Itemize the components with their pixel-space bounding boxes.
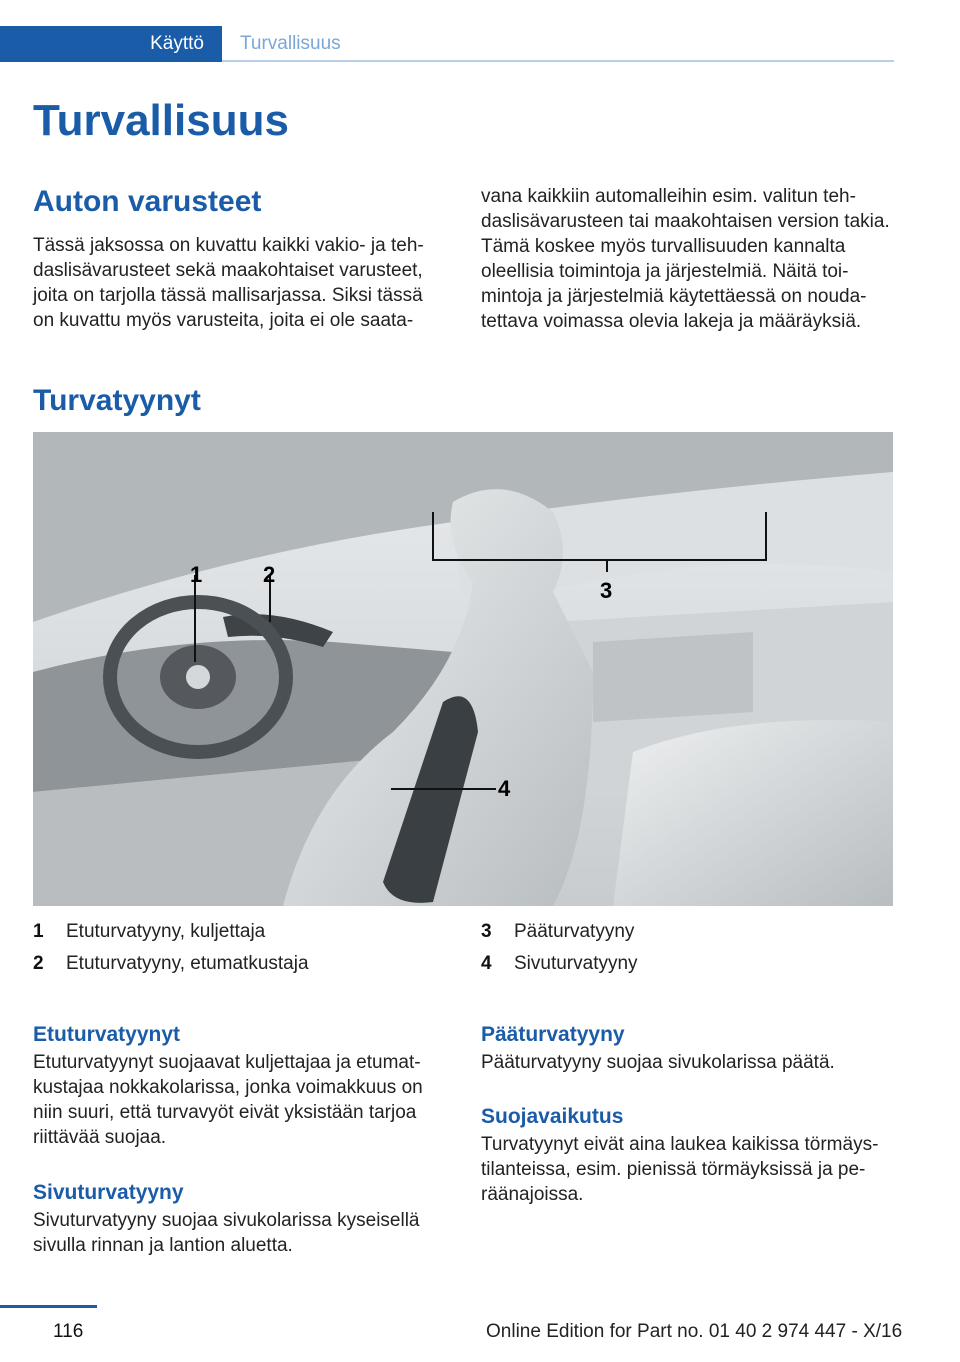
footer-rule — [0, 1305, 97, 1308]
heading-etuturvatyynyt: Etuturvatyynyt — [33, 1023, 181, 1046]
heading-turvatyynyt: Turvatyynyt — [33, 384, 201, 417]
page-title: Turvallisuus — [33, 96, 289, 145]
legend-num-2: 2 — [33, 953, 44, 974]
equipment-text-col1: Tässä jaksossa on kuvattu kaikki vakio- ja tehdaslisävarusteet sekä maakohtaiset varusteet, joita on tarjolla tässä mallisarjassa. Siksi tässä on kuvattu myös varusteita, joita ei ole saata- — [33, 235, 424, 331]
edition-text: Online Edition for Part no. 01 40 2 974 447 - X/16 — [486, 1321, 903, 1342]
heading-auton-varusteet: Auton varusteet — [33, 185, 262, 218]
legend-text-1: Etuturvatyyny, kuljettaja — [66, 921, 266, 942]
heading-suojavaikutus: Suojavaikutus — [481, 1105, 624, 1128]
protection-text: Turvatyynyt eivät aina laukea kaikissa törmäystilanteissa, esim. pienissä törmäyksissä ja peräänajoissa. — [481, 1134, 879, 1205]
legend-num-1: 1 — [33, 921, 44, 942]
tab-turvallisuus[interactable] — [240, 26, 341, 62]
tab-turvallisuus-label: Turvallisuus — [240, 33, 341, 54]
heading-sivuturvatyyny: Sivuturvatyyny — [33, 1181, 184, 1204]
car-interior-figure — [33, 432, 893, 906]
heading-paaturvatyyny: Pääturvatyyny — [481, 1023, 625, 1046]
callout-3: 3 — [600, 578, 613, 603]
head-airbag-text: Pääturvatyyny suojaa sivukolarissa päätä. — [481, 1052, 835, 1073]
tab-kaytto[interactable] — [0, 26, 222, 62]
legend-num-4: 4 — [481, 953, 492, 974]
front-airbag-text: Etuturvatyynyt suojaavat kuljettajaa ja etumatkustajaa nokkakolarissa, jonka voimakkuus on niin suuri, että turvavyöt eivät yksistään tarjoa riittävää suojaa. — [33, 1052, 423, 1148]
equipment-text-col2: vana kaikkiin automalleihin esim. valitun tehdaslisävarusteen tai maakohtaisen version takia. Tämä koskee myös turvallisuuden kannalta oleellisia toimintoja ja järjestelmiä. Näitä toimintoja ja järjestelmiä käytettäessä on noudatettava voimassa olevia lakeja ja määräyksiä. — [481, 186, 890, 332]
header-bar — [0, 0, 960, 62]
legend-text-3: Pääturvatyyny — [514, 921, 635, 942]
callout-2: 2 — [263, 562, 276, 587]
legend-num-3: 3 — [481, 921, 492, 942]
legend-text-2: Etuturvatyyny, etumatkustaja — [66, 953, 309, 974]
legend-text-4: Sivuturvatyyny — [514, 953, 638, 974]
side-airbag-text: Sivuturvatyyny suojaa sivukolarissa kyseisellä sivulla rinnan ja lantion aluetta. — [33, 1210, 420, 1256]
callout-4: 4 — [498, 776, 511, 801]
car-interior-illustration — [33, 432, 893, 906]
page-number: 116 — [53, 1321, 84, 1342]
header-divider — [222, 60, 894, 62]
tab-kaytto-label: Käyttö — [150, 33, 204, 54]
callout-1: 1 — [190, 562, 203, 587]
